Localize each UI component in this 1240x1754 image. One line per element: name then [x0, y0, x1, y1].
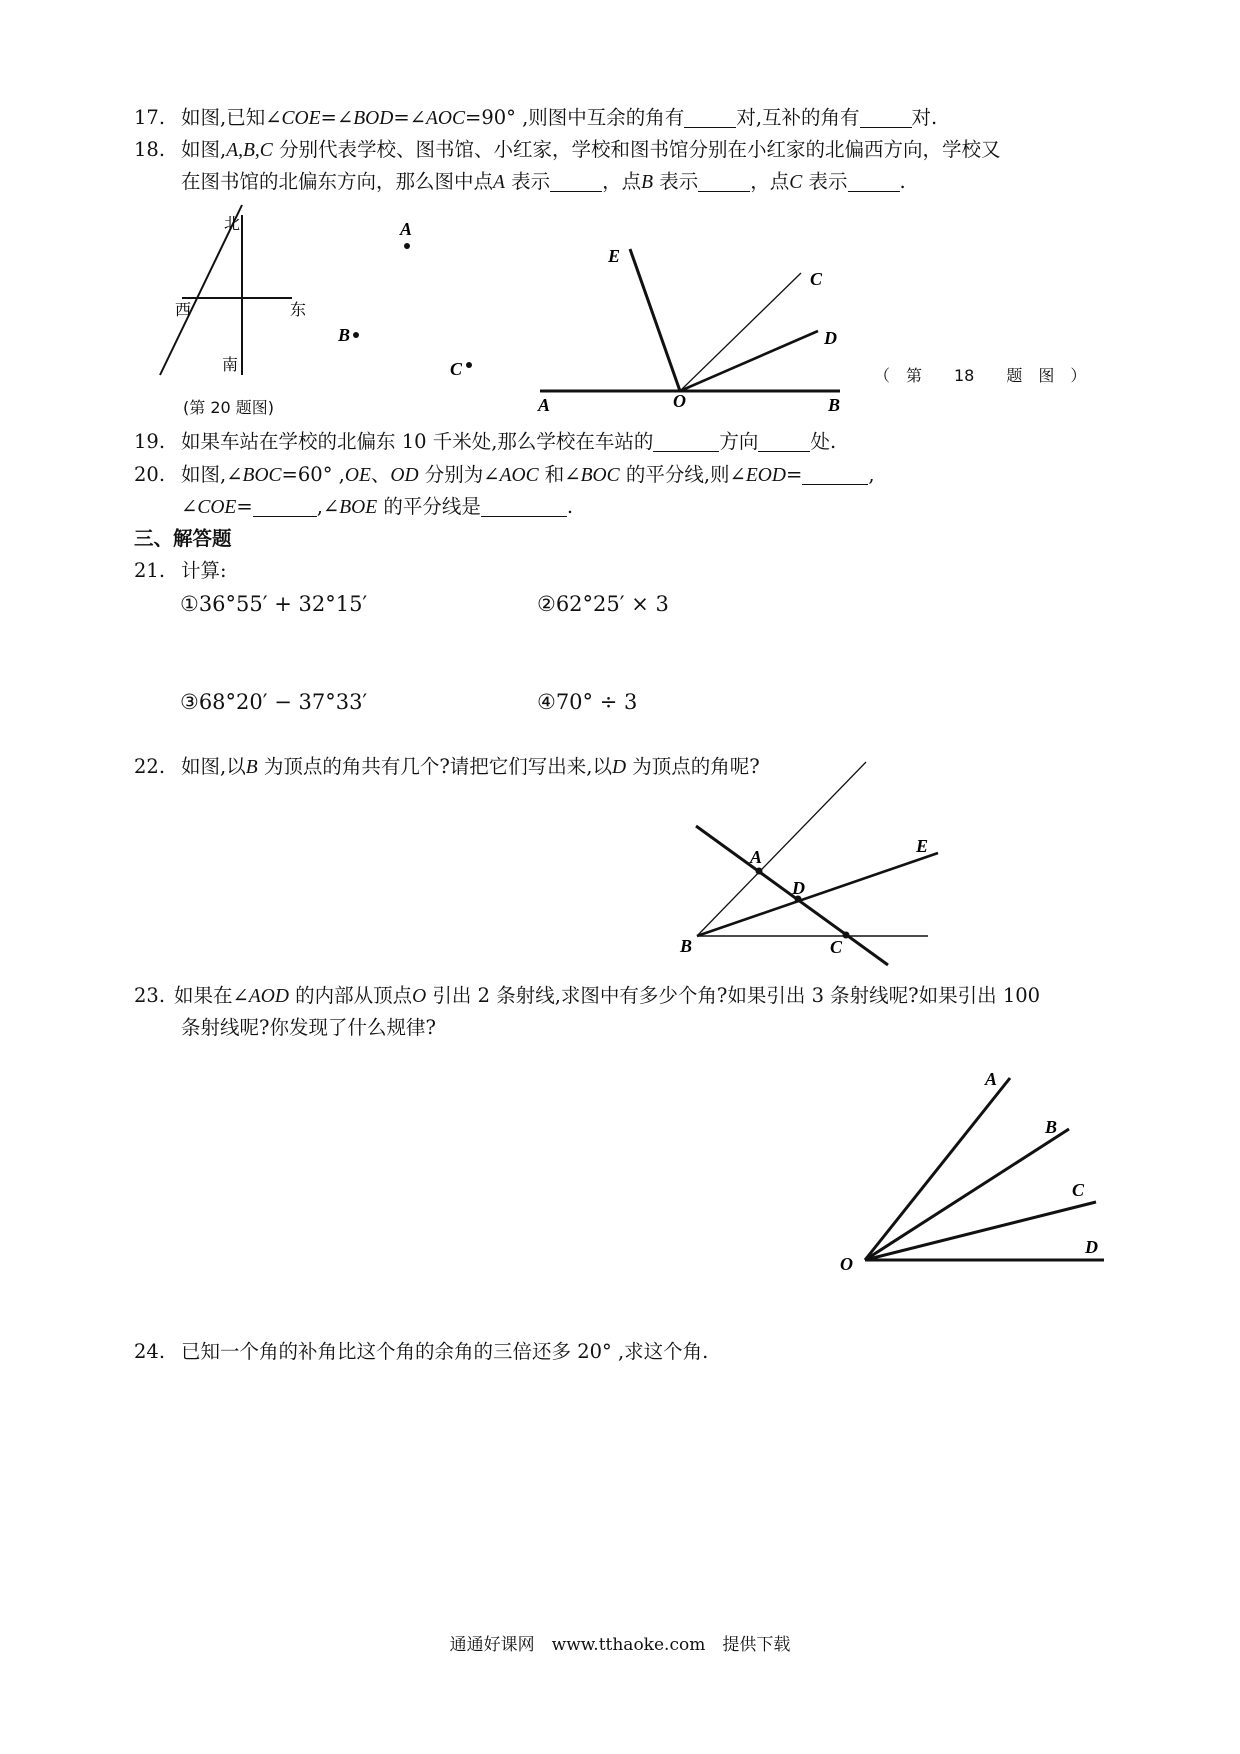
calc-expression-4: ④70° ÷ 3 — [537, 690, 638, 714]
label-a: A — [538, 395, 551, 415]
question-number: 17. — [134, 106, 166, 129]
answer-blank[interactable] — [653, 433, 719, 452]
compass-figure-caption: (第 20 题图) — [183, 398, 275, 417]
south-label: 南 — [222, 355, 239, 374]
calc-expression-1: ①36°55′ + 32°15′ — [180, 592, 368, 616]
ray-ba — [697, 762, 866, 936]
ray-oc — [865, 1202, 1096, 1260]
point-a-label: A — [400, 219, 413, 239]
point-a — [756, 868, 763, 875]
point-b — [353, 332, 359, 338]
question-number: 19. — [134, 430, 166, 453]
answer-blank[interactable] — [698, 173, 750, 192]
label-a: A — [985, 1069, 998, 1089]
question-number: 24. — [134, 1340, 166, 1363]
question-number: 18. — [134, 138, 166, 161]
ray-oa — [865, 1078, 1010, 1260]
question-23-line2: 条射线呢?你发现了什么规律? — [181, 1016, 436, 1039]
label-d: D — [792, 878, 805, 898]
label-b: B — [828, 395, 841, 415]
answer-blank[interactable] — [481, 498, 567, 517]
ray-oc — [680, 273, 801, 391]
north-label: 北 — [224, 214, 241, 233]
question-23-line1: 23. 如果在∠AOD 的内部从顶点O 引出 2 条射线,求图中有多少个角?如果引出 3 条射线呢?如果引出 100 — [134, 984, 1041, 1007]
answer-blank[interactable] — [684, 109, 736, 128]
label-e: E — [608, 246, 621, 266]
answer-blank[interactable] — [860, 109, 912, 128]
question-17: 17. 如图,已知∠COE=∠BOD=∠AOC=90° ,则图中互余的角有 对,互补的角有 对. — [134, 106, 938, 129]
label-c: C — [830, 937, 843, 957]
label-d: D — [824, 328, 837, 348]
calc-expression-2: ②62°25′ × 3 — [537, 592, 669, 616]
answer-blank[interactable] — [550, 173, 602, 192]
figure-23 — [840, 1068, 1120, 1278]
label-o: O — [673, 391, 686, 411]
point-c — [466, 362, 472, 368]
point-c-label: C — [450, 359, 463, 379]
question-number: 20. — [134, 463, 166, 486]
label-c: C — [1072, 1180, 1085, 1200]
figure-22 — [680, 760, 950, 970]
ray-oe — [630, 249, 680, 391]
question-number: 22. — [134, 755, 166, 778]
label-e: E — [916, 836, 929, 856]
question-20-line2: ∠COE= ,∠BOE 的平分线是 . — [181, 495, 574, 518]
label-o: O — [840, 1254, 853, 1274]
question-22: 22. 如图,以B 为顶点的角共有几个?请把它们写出来,以D 为顶点的角呢? — [134, 755, 760, 778]
label-a: A — [750, 847, 763, 867]
ray-od — [680, 331, 818, 391]
label-d: D — [1085, 1237, 1098, 1257]
point-a — [404, 243, 410, 249]
question-21: 21. 计算: — [134, 559, 227, 582]
ray-ob — [865, 1129, 1069, 1260]
calc-expression-3: ③68°20′ − 37°33′ — [180, 690, 368, 714]
question-18-line1: 18. 如图,A,B,C 分别代表学校、图书馆、小红家，学校和图书馆分别在小红家的北偏西方向，学校又 — [134, 138, 1001, 161]
point-c — [843, 932, 850, 939]
answer-blank[interactable] — [848, 173, 900, 192]
question-24: 24. 已知一个角的补角比这个角的余角的三倍还多 20° ,求这个角. — [134, 1340, 709, 1363]
west-label: 西 — [175, 300, 192, 319]
angle-figure-18 — [530, 235, 860, 420]
question-number: 23. — [134, 984, 166, 1007]
angle-figure-caption: （ 第 18 题 图 ） — [874, 366, 1087, 385]
ray-be — [697, 853, 938, 936]
question-20-line1: 20. 如图,∠BOC=60° ,OE、OD 分别为∠AOC 和∠BOC 的平分线,则∠EOD= , — [134, 463, 875, 486]
answer-blank[interactable] — [758, 433, 810, 452]
question-19: 19. 如果车站在学校的北偏东 10 千米处,那么学校在车站的 方向 处. — [134, 430, 837, 453]
label-c: C — [810, 269, 823, 289]
label-b: B — [1045, 1117, 1058, 1137]
question-number: 21. — [134, 559, 166, 582]
east-label: 东 — [290, 300, 307, 319]
answer-blank[interactable] — [802, 466, 868, 485]
label-b: B — [680, 936, 693, 956]
point-b-label: B — [338, 325, 351, 345]
answer-blank[interactable] — [253, 498, 317, 517]
page-footer: 通通好课网 www.tthaoke.com 提供下载 — [449, 1635, 791, 1655]
question-18-line2: 在图书馆的北偏东方向，那么图中点A 表示 ，点B 表示 ，点C 表示 . — [181, 170, 906, 193]
compass-figure — [160, 205, 500, 425]
section-heading: 三、解答题 — [134, 527, 232, 550]
